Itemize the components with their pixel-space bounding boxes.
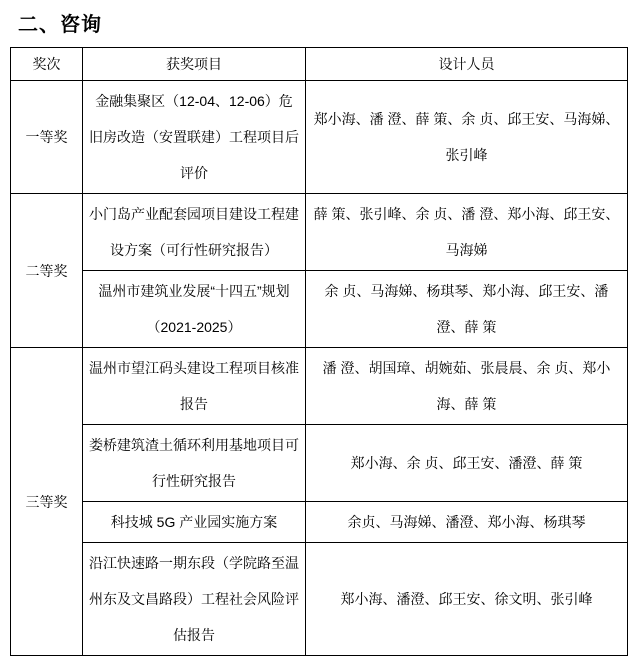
table-row [11, 81, 628, 194]
designer-names: 郑小海、余 贞、邱王安、潘澄、薛 策 [306, 425, 628, 502]
project-name: 沿江快速路一期东段（学院路至温州东及文昌路段）工程社会风险评估报告 [83, 543, 306, 656]
table-row [11, 425, 628, 502]
table-header-row [11, 48, 628, 81]
award-level-third-prize: 三等奖 [11, 348, 83, 656]
project-name: 小门岛产业配套园项目建设工程建设方案（可行性研究报告） [83, 194, 306, 271]
designer-names: 潘 澄、胡国璋、胡婉茹、张晨晨、余 贞、郑小海、薛 策 [306, 348, 628, 425]
project-name: 温州市建筑业发展“十四五”规划（2021-2025） [83, 271, 306, 348]
awards-table [10, 47, 628, 656]
table-row [11, 543, 628, 656]
project-name: 温州市望江码头建设工程项目核准报告 [83, 348, 306, 425]
project-name: 科技城 5G 产业园实施方案 [83, 502, 306, 543]
page-title: 二、咨询 [18, 14, 102, 36]
header-designers: 设计人员 [306, 48, 628, 81]
award-level-first-prize: 一等奖 [11, 81, 83, 194]
table-row [11, 194, 628, 271]
header-award-level: 奖次 [11, 48, 83, 81]
table-row [11, 271, 628, 348]
designer-names: 余 贞、马海娣、杨琪琴、郑小海、邱王安、潘 澄、薛 策 [306, 271, 628, 348]
project-name: 金融集聚区（12-04、12-06）危旧房改造（安置联建）工程项目后评价 [83, 81, 306, 194]
table-row [11, 348, 628, 425]
header-project: 获奖项目 [83, 48, 306, 81]
project-name: 娄桥建筑渣土循环利用基地项目可行性研究报告 [83, 425, 306, 502]
table-row [11, 502, 628, 543]
designer-names: 郑小海、潘 澄、薛 策、余 贞、邱王安、马海娣、张引峰 [306, 81, 628, 194]
designer-names: 薛 策、张引峰、余 贞、潘 澄、郑小海、邱王安、马海娣 [306, 194, 628, 271]
award-level-second-prize: 二等奖 [11, 194, 83, 348]
designer-names: 余贞、马海娣、潘澄、郑小海、杨琪琴 [306, 502, 628, 543]
designer-names: 郑小海、潘澄、邱王安、徐文明、张引峰 [306, 543, 628, 656]
